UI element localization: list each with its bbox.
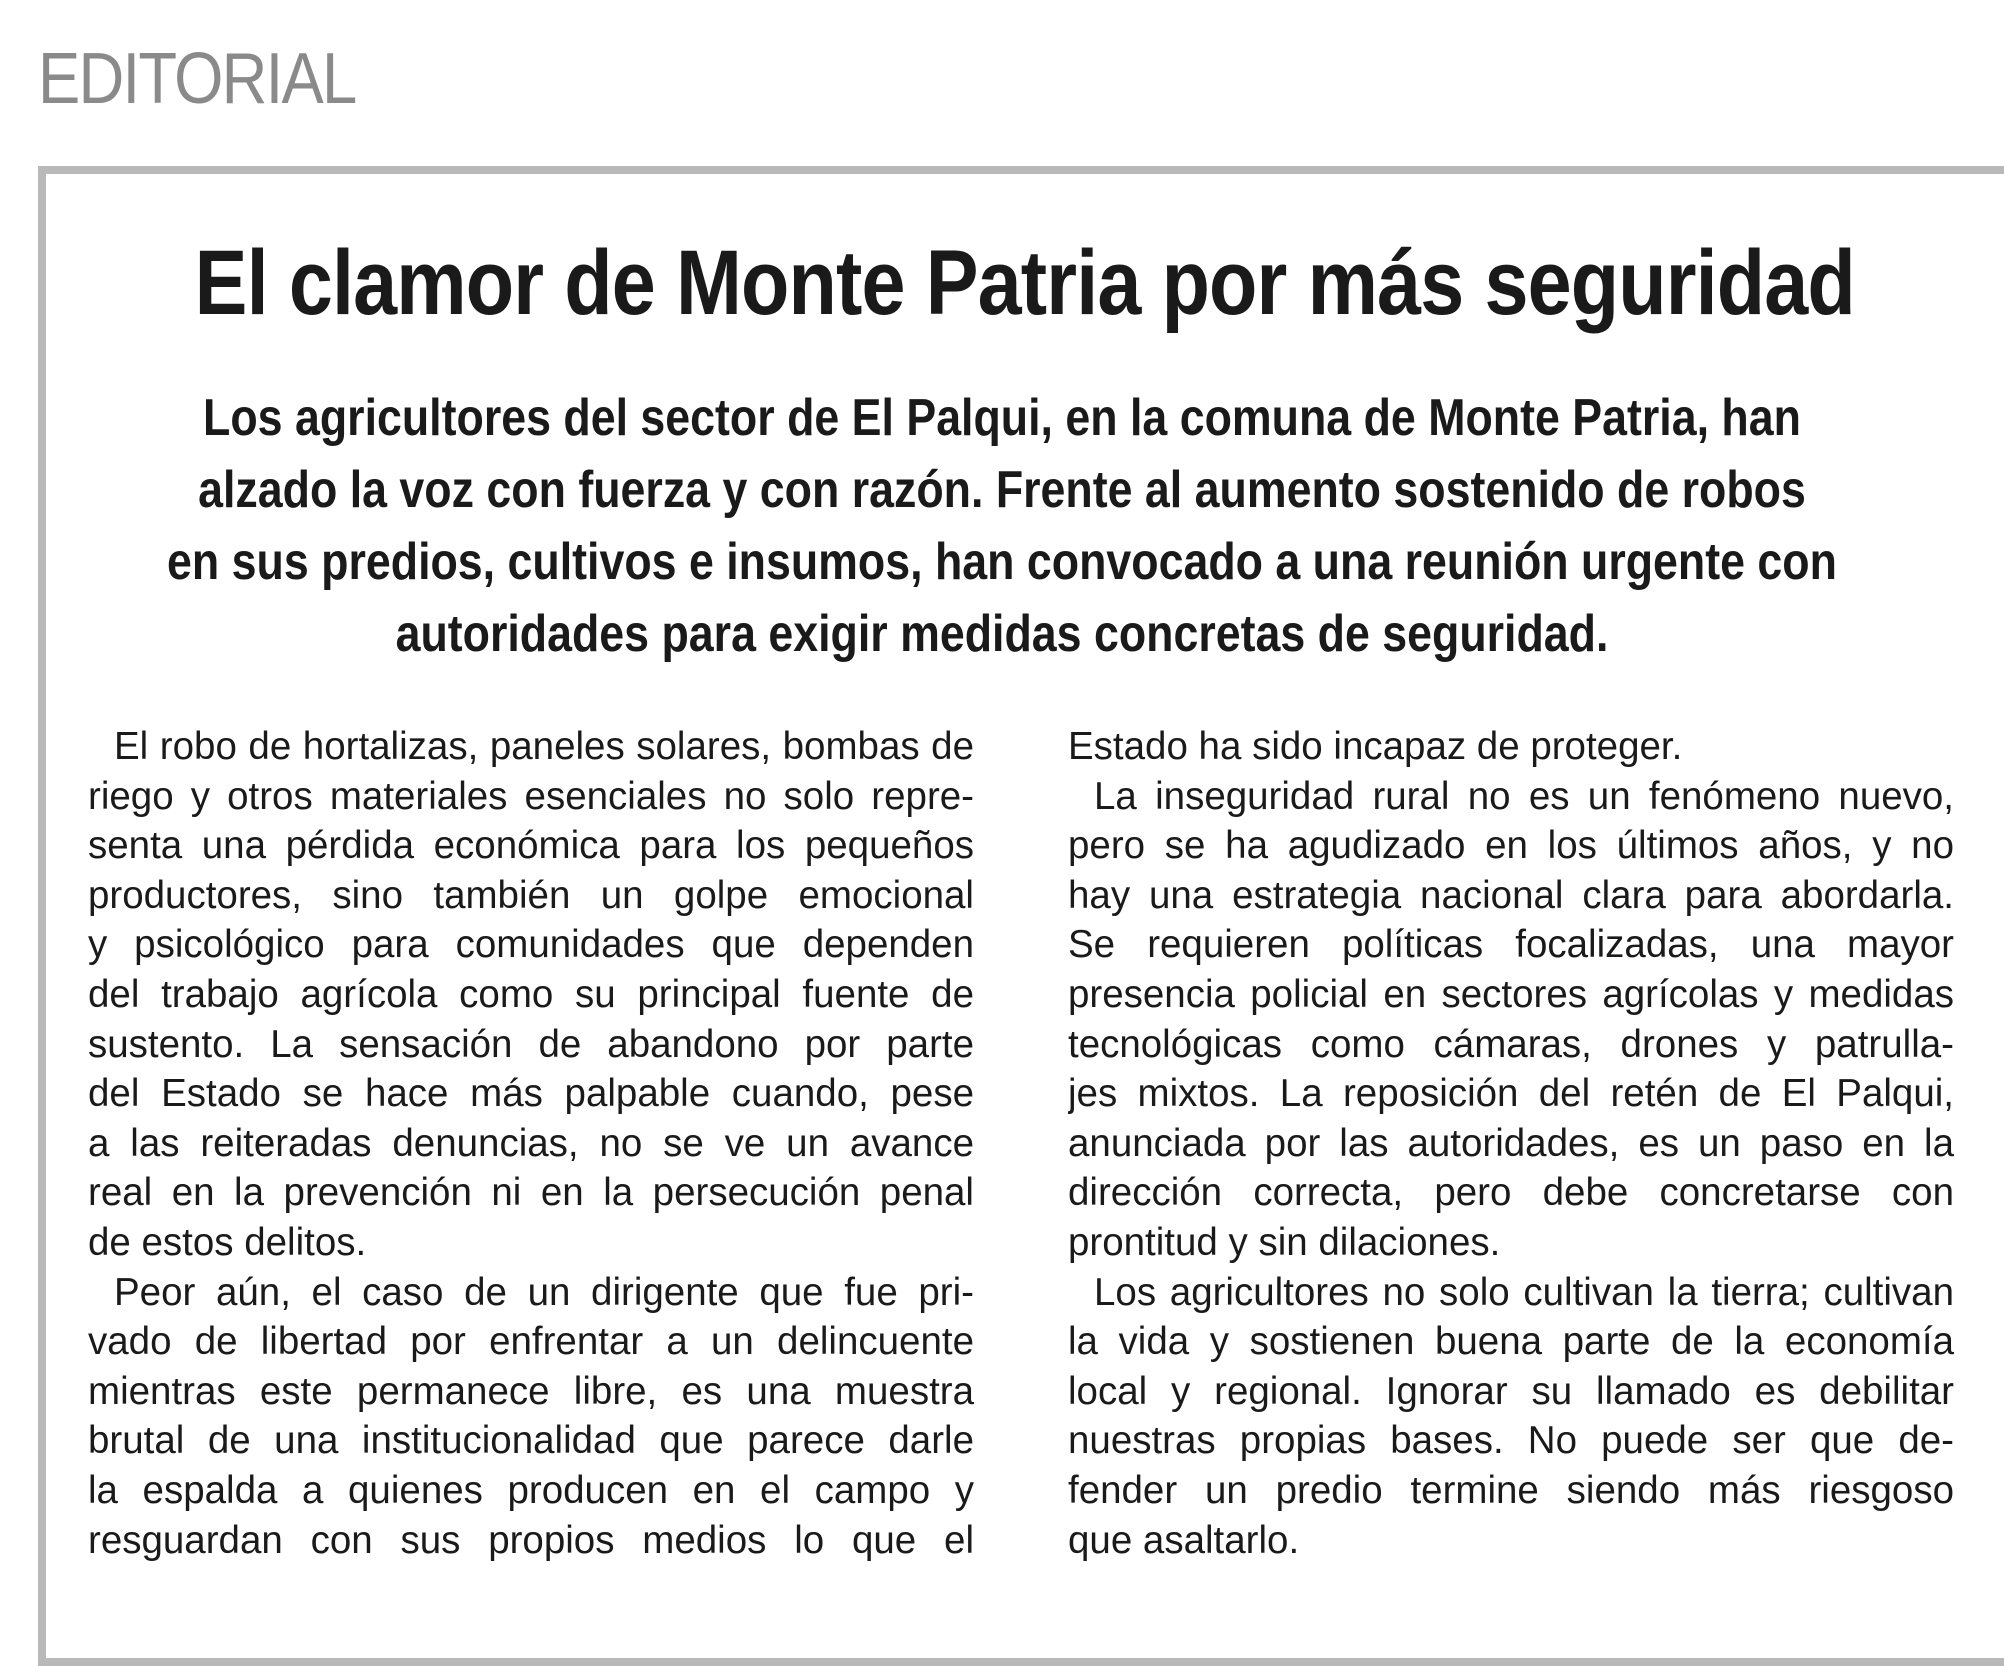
- deck-line: Los agricultores del sector de El Palqui, en la comuna de Monte Patria, han: [203, 389, 1801, 447]
- body-line: tecnológicas como cámaras, drones y patrulla-: [1068, 1022, 1954, 1066]
- body-line: la espalda a quienes producen en el campo y: [88, 1468, 974, 1512]
- body-line: dirección correcta, pero debe concretarse con: [1068, 1171, 1954, 1215]
- body-line: mientras este permanece libre, es una muestra: [88, 1369, 974, 1413]
- body-line: Estado ha sido incapaz de proteger.: [1068, 725, 1683, 768]
- body-line: vado de libertad por enfrentar a un delincuente: [88, 1320, 974, 1364]
- section-label: EDITORIAL: [38, 39, 356, 119]
- headline: El clamor de Monte Patria por más seguridad: [194, 232, 1855, 334]
- body-line: y psicológico para comunidades que dependen: [88, 923, 974, 967]
- body-line: del trabajo agrícola como su principal fuente de: [88, 972, 974, 1016]
- body-line: El robo de hortalizas, paneles solares, bombas de: [114, 725, 974, 768]
- deck: [0, 382, 2004, 670]
- body-column-right: [1068, 722, 1954, 1565]
- body-line: pero se ha agudizado en los últimos años, y no: [1068, 824, 1954, 868]
- deck-line: en sus predios, cultivos e insumos, han convocado a una reunión urgente con: [167, 533, 1837, 591]
- body-line: la vida y sostienen buena parte de la economía: [1068, 1320, 1954, 1364]
- body-line: Se requieren políticas focalizadas, una mayor: [1068, 923, 1954, 967]
- body-line: resguardan con sus propios medios lo que el: [88, 1518, 974, 1562]
- body-line: Los agricultores no solo cultivan la tierra; cultivan: [1094, 1270, 1954, 1314]
- body-line: presencia policial en sectores agrícolas y medidas: [1068, 972, 1954, 1016]
- body-line: riego y otros materiales esenciales no solo repre-: [88, 774, 974, 818]
- body-line: sustento. La sensación de abandono por parte: [88, 1022, 974, 1066]
- body-line: jes mixtos. La reposición del retén de El Palqui,: [1068, 1072, 1954, 1116]
- body-line: anunciada por las autoridades, es un paso en la: [1068, 1121, 1954, 1165]
- body-line: fender un predio termine siendo más riesgoso: [1068, 1468, 1954, 1512]
- body-line: nuestras propias bases. No puede ser que de-: [1068, 1419, 1954, 1463]
- deck-line: alzado la voz con fuerza y con razón. Frente al aumento sostenido de robos: [198, 461, 1806, 519]
- body-line: que asaltarlo.: [1068, 1518, 1300, 1562]
- body-line: a las reiteradas denuncias, no se ve un avance: [88, 1121, 974, 1165]
- body-line: La inseguridad rural no es un fenómeno nuevo,: [1094, 774, 1954, 818]
- body-line: del Estado se hace más palpable cuando, pese: [88, 1072, 974, 1116]
- body-line: productores, sino también un golpe emocional: [88, 873, 974, 917]
- body-line: brutal de una institucionalidad que parece darle: [88, 1419, 974, 1463]
- deck-line: autoridades para exigir medidas concretas de seguridad.: [395, 605, 1609, 663]
- body-line: senta una pérdida económica para los pequeños: [88, 824, 974, 868]
- body-line: Peor aún, el caso de un dirigente que fue pri-: [114, 1270, 974, 1314]
- body-line: real en la prevención ni en la persecución penal: [88, 1171, 974, 1215]
- body-line: de estos delitos.: [88, 1220, 367, 1264]
- body-line: local y regional. Ignorar su llamado es debilitar: [1068, 1369, 1954, 1413]
- body-line: prontitud y sin dilaciones.: [1068, 1220, 1501, 1264]
- body-column-left: [88, 722, 974, 1565]
- body-line: hay una estrategia nacional clara para abordarla.: [1068, 873, 1954, 917]
